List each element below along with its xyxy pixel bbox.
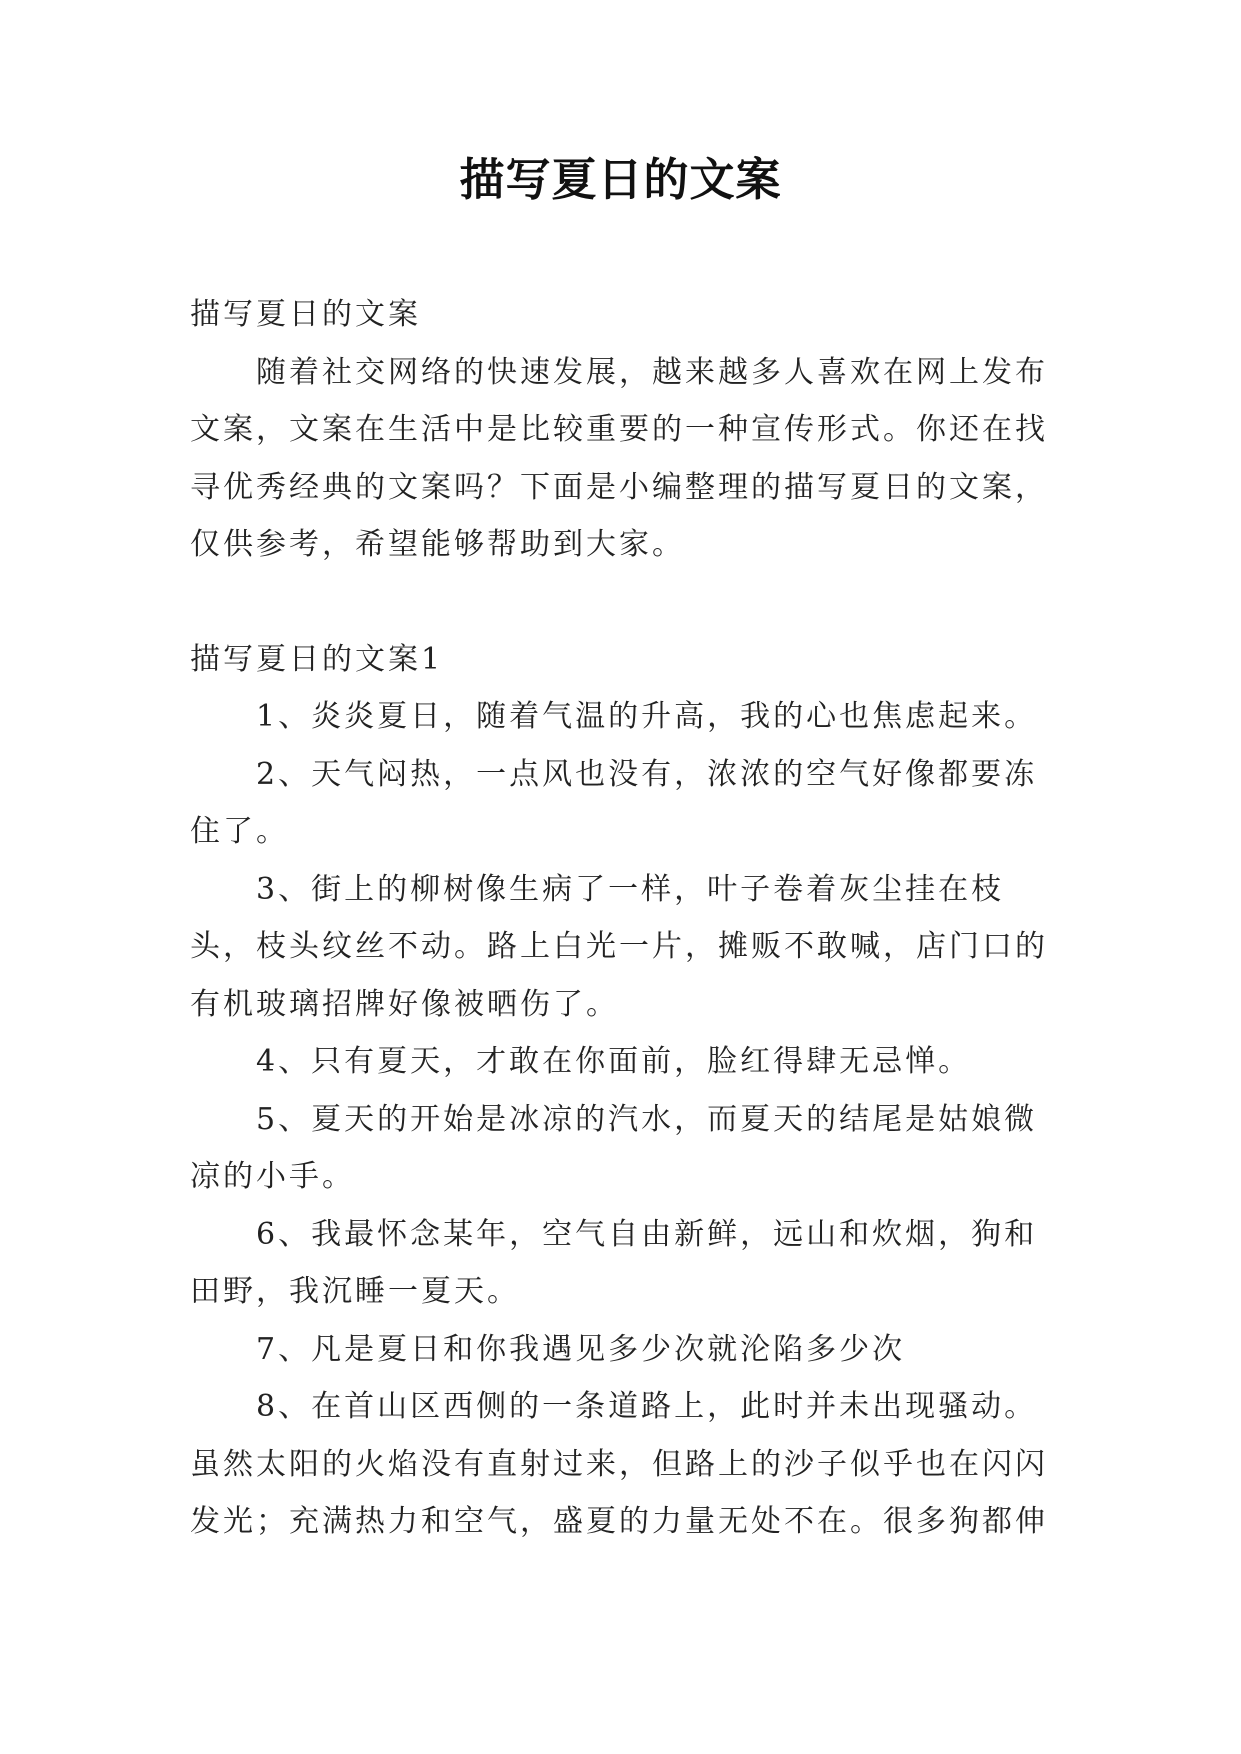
subtitle: 描写夏日的文案 xyxy=(190,297,421,332)
document-body xyxy=(190,286,1070,1551)
list-item: 4、只有夏天，才敢在你面前，脸红得肆无忌惮。 xyxy=(256,1044,972,1079)
list-item: 6、我最怀念某年，空气自由新鲜，远山和炊烟，狗和田野，我沉睡一夏天。 xyxy=(190,1216,1038,1309)
section-heading: 描写夏日的文案1 xyxy=(190,641,444,677)
section-spacer xyxy=(190,574,1070,631)
list-item: 1、炎炎夏日，随着气温的升高，我的心也焦虑起来。 xyxy=(256,699,1038,734)
list-item: 3、街上的柳树像生病了一样，叶子卷着灰尘挂在枝头，枝头纹丝不动。路上白光一片，摊贩不敢喊，店门口的有机玻璃招牌好像被晒伤了。 xyxy=(190,871,1048,1022)
document-title: 描写夏日的文案 xyxy=(459,153,782,206)
list-item: 8、在首山区西侧的一条道路上，此时并未出现骚动。虽然太阳的火焰没有直射过来，但路上的沙子似乎也在闪闪发光；充满热力和空气，盛夏的力量无处不在。很多狗都伸 xyxy=(190,1389,1048,1539)
list-item: 5、夏天的开始是冰凉的汽水，而夏天的结尾是姑娘微凉的小手。 xyxy=(190,1101,1038,1194)
list-item: 7、凡是夏日和你我遇见多少次就沦陷多少次 xyxy=(256,1331,906,1367)
intro-paragraph: 随着社交网络的快速发展，越来越多人喜欢在网上发布文案，文案在生活中是比较重要的一种宣传形式。你还在找寻优秀经典的文案吗？下面是小编整理的描写夏日的文案，仅供参考，希望能够帮助到大家。 xyxy=(190,354,1048,562)
list-item: 2、天气闷热，一点风也没有，浓浓的空气好像都要冻住了。 xyxy=(190,756,1038,849)
